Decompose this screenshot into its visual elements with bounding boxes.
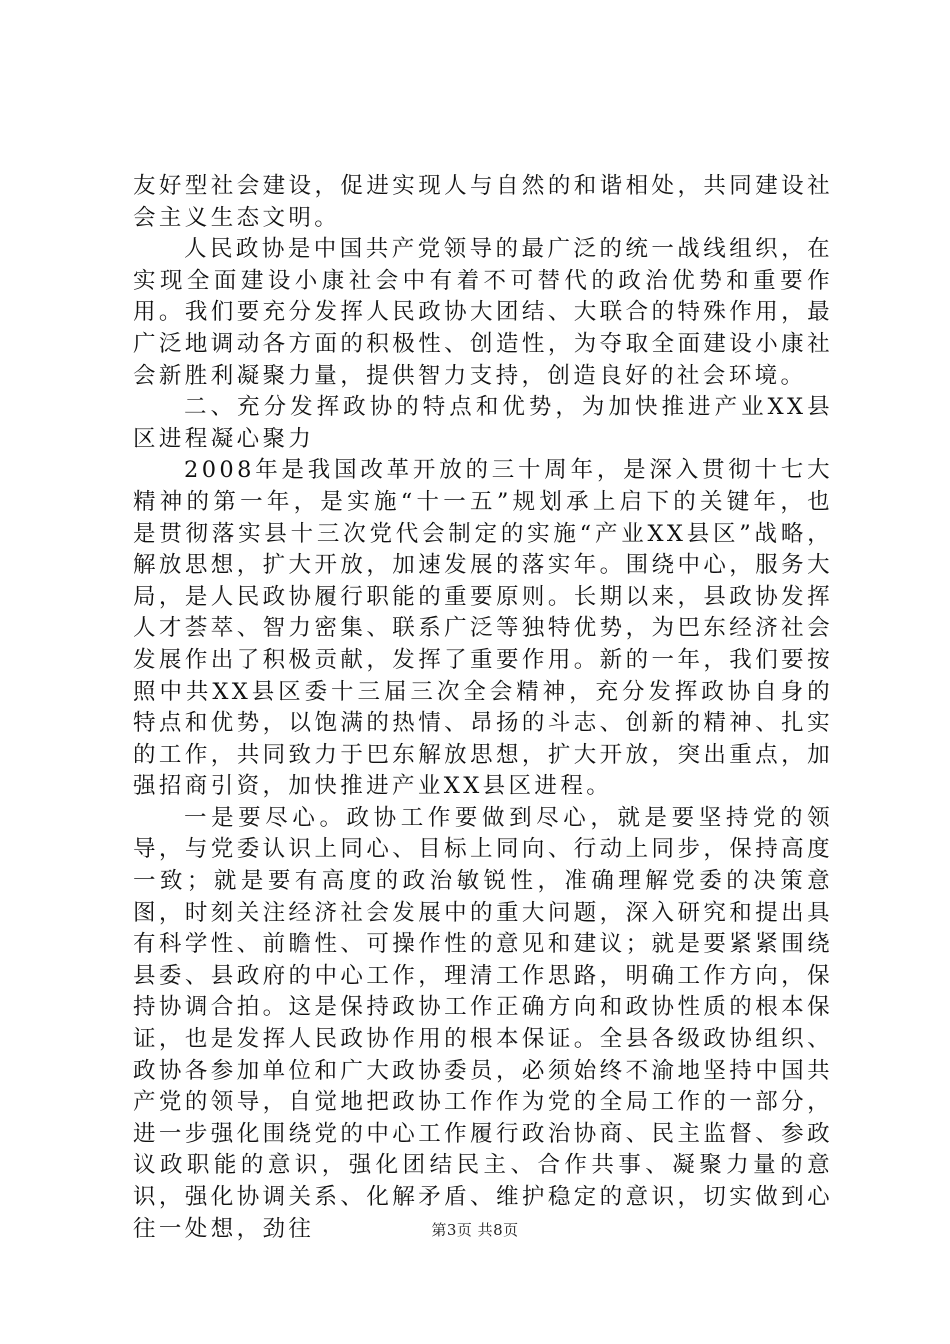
paragraph-4: 一是要尽心。政协工作要做到尽心，就是要坚持党的领导，与党委认识上同心、目标上同向、行动上同步，保持高度一致；就是要有高度的政治敏锐性，准确理解党委的决策意图，时刻关注经济社会发展中的重大问题，深入研究和提出具有科学性、前瞻性、可操作性的意见和建议；就是要紧紧围绕县委、县政府的中心工作，理清工作思路，明确工作方向，保持协调合拍。这是保持政协工作正确方向和政协性质的根本保证，也是发挥人民政协作用的根本保证。全县各级政协组织、政协各参加单位和广大政协委员，必须始终不渝地坚持中国共产党的领导，自觉地把政协工作作为党的全局工作的一部分，进一步强化围绕党的中心工作履行政治协商、民主监督、参政议政职能的意识，强化团结民主、合作共事、凝聚力量的意识，强化协调关系、化解矛盾、维护稳定的意识，切实做到心往一处想，劲往	[133, 804, 833, 1242]
paragraph-3: 2008年是我国改革开放的三十周年，是深入贯彻十七大精神的第一年，是实施“十一五”规划承上启下的关键年，也是贯彻落实县十三次党代会制定的实施“产业XX县区”战略，解放思想，扩大开放，加速发展的落实年。围绕中心，服务大局，是人民政协履行职能的重要原则。长期以来，县政协发挥人才荟萃、智力密集、联系广泛等独特优势，为巴东经济社会发展作出了积极贡献，发挥了重要作用。新的一年，我们要按照中共XX县区委十三届三次全会精神，充分发挥政协自身的特点和优势，以饱满的热情、昂扬的斗志、创新的精神、扎实的工作，共同致力于巴东解放思想，扩大开放，突出重点，加强招商引资，加快推进产业XX县区进程。	[133, 457, 833, 800]
paragraph-2: 人民政协是中国共产党领导的最广泛的统一战线组织，在实现全面建设小康社会中有着不可替代的政治优势和重要作用。我们要充分发挥人民政协大团结、大联合的特殊作用，最广泛地调动各方面的积极性、创造性，为夺取全面建设小康社会新胜利凝聚力量，提供智力支持，创造良好的社会环境。	[133, 236, 833, 389]
paragraph-1: 友好型社会建设，促进实现人与自然的和谐相处，共同建设社会主义生态文明。	[133, 173, 833, 231]
document-body	[133, 171, 833, 1245]
section-heading-2: 二、充分发挥政协的特点和优势，为加快推进产业XX县区进程凝心聚力	[133, 394, 833, 452]
page-number-footer: 第3页 共8页	[431, 1221, 519, 1239]
